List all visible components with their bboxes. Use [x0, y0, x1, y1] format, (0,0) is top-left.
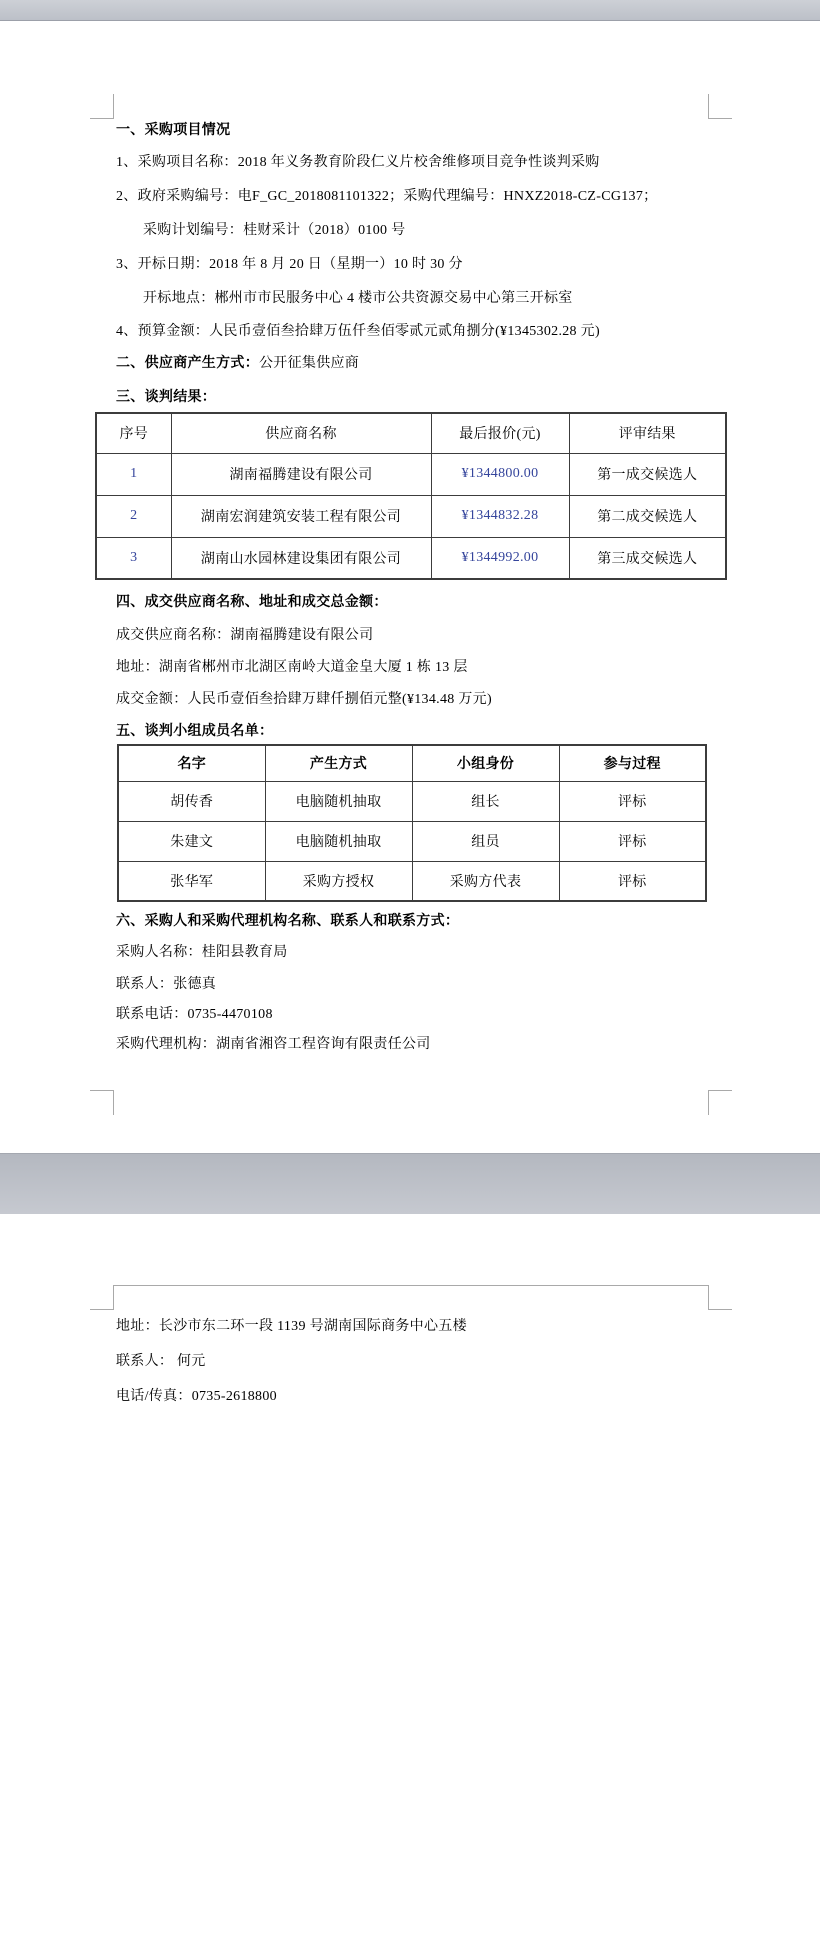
table-header-row — [118, 745, 706, 781]
table-cell-seq: 2 — [96, 495, 171, 537]
crop-mark-p1-top-right — [708, 94, 732, 119]
table-header-cell: 评审结果 — [569, 413, 726, 453]
table-cell-price: ¥1344800.00 — [431, 453, 569, 495]
crop-mark-p1-bottom-right — [708, 1090, 732, 1115]
table-header-cell: 产生方式 — [265, 745, 412, 781]
page2-top-boundary — [113, 1285, 708, 1286]
table-cell-price: ¥1344992.00 — [431, 537, 569, 579]
table-cell-price: ¥1344832.28 — [431, 495, 569, 537]
plan-no-line: 采购计划编号：桂财采计（2018）0100 号 — [143, 223, 406, 238]
section-1-heading: 一、采购项目情况 — [116, 123, 231, 138]
section-5-heading: 五、谈判小组成员名单： — [116, 724, 274, 739]
crop-mark-p2-top-left — [90, 1285, 114, 1310]
table-cell-method: 电脑随机抽取 — [265, 781, 412, 821]
agency-address-line: 地址：长沙市东二环一段 1139 号湖南国际商务中心五楼 — [116, 1319, 467, 1334]
table-cell-method: 电脑随机抽取 — [265, 821, 412, 861]
phone-line: 联系电话：0735-4470108 — [116, 1007, 273, 1022]
section-2-value: 公开征集供应商 — [259, 356, 360, 371]
table-header-cell: 小组身份 — [412, 745, 559, 781]
table-cell-seq: 1 — [96, 453, 171, 495]
table-header-cell: 最后报价(元) — [431, 413, 569, 453]
table-cell-result: 第三成交候选人 — [569, 537, 726, 579]
table-cell-seq: 3 — [96, 537, 171, 579]
table-cell-part: 评标 — [559, 821, 706, 861]
table-cell-method: 采购方授权 — [265, 861, 412, 901]
table-row — [118, 821, 706, 861]
table-cell-name: 胡传香 — [118, 781, 265, 821]
table-cell-supplier: 湖南福腾建设有限公司 — [171, 453, 431, 495]
negotiation-result-table — [95, 412, 727, 580]
viewer-top-bar — [0, 0, 820, 21]
negotiation-panel-table — [117, 744, 707, 902]
table-cell-part: 评标 — [559, 781, 706, 821]
table-cell-name: 张华军 — [118, 861, 265, 901]
pages-separator — [0, 1153, 820, 1215]
table-header-cell: 序号 — [96, 413, 171, 453]
procurement-no-line: 2、政府采购编号：电F_GC_2018081101322；采购代理编号：HNXZ2018-CZ-CG137； — [116, 189, 658, 204]
table-row — [118, 781, 706, 821]
crop-mark-p1-top-left — [90, 94, 114, 119]
table-row — [96, 537, 726, 579]
purchaser-line: 采购人名称：桂阳县教育局 — [116, 945, 288, 960]
table-cell-result: 第二成交候选人 — [569, 495, 726, 537]
section-4-heading: 四、成交供应商名称、地址和成交总金额： — [116, 595, 388, 610]
section-2-heading: 二、供应商产生方式： — [116, 356, 259, 371]
crop-mark-p2-top-right — [708, 1285, 732, 1310]
table-cell-supplier: 湖南山水园林建设集团有限公司 — [171, 537, 431, 579]
table-header-cell: 名字 — [118, 745, 265, 781]
table-cell-role: 组长 — [412, 781, 559, 821]
winner-address-line: 地址：湖南省郴州市北湖区南岭大道金皇大厦 1 栋 13 层 — [116, 660, 468, 675]
agency-line: 采购代理机构：湖南省湘咨工程咨询有限责任公司 — [116, 1037, 431, 1052]
bid-place-line: 开标地点：郴州市市民服务中心 4 楼市公共资源交易中心第三开标室 — [143, 291, 573, 306]
table-row — [96, 495, 726, 537]
crop-mark-p1-bottom-left — [90, 1090, 114, 1115]
table-cell-role: 组员 — [412, 821, 559, 861]
table-row — [96, 453, 726, 495]
project-name-line: 1、采购项目名称：2018 年义务教育阶段仁义片校舍维修项目竞争性谈判采购 — [116, 155, 600, 170]
table-cell-part: 评标 — [559, 861, 706, 901]
deal-amount-line: 成交金额：人民币壹佰叁拾肆万肆仟捌佰元整(¥134.48 万元) — [116, 692, 492, 707]
section-6-heading: 六、采购人和采购代理机构名称、联系人和联系方式： — [116, 914, 460, 929]
table-cell-supplier: 湖南宏润建筑安装工程有限公司 — [171, 495, 431, 537]
winner-name-line: 成交供应商名称：湖南福腾建设有限公司 — [116, 628, 374, 643]
table-header-row — [96, 413, 726, 453]
agency-phone-fax-line: 电话/传真：0735-2618800 — [116, 1389, 277, 1404]
contact-line: 联系人：张德真 — [116, 977, 217, 992]
budget-line: 4、预算金额：人民币壹佰叁拾肆万伍仟叁佰零贰元贰角捌分(¥1345302.28 元) — [116, 324, 600, 339]
table-header-cell: 供应商名称 — [171, 413, 431, 453]
section-3-heading: 三、谈判结果： — [116, 390, 217, 405]
agency-contact-line: 联系人： 何元 — [116, 1354, 206, 1369]
table-header-cell: 参与过程 — [559, 745, 706, 781]
section-2-line — [116, 354, 359, 373]
bid-date-line: 3、开标日期：2018 年 8 月 20 日（星期一）10 时 30 分 — [116, 257, 463, 272]
table-row — [118, 861, 706, 901]
table-cell-name: 朱建文 — [118, 821, 265, 861]
table-cell-result: 第一成交候选人 — [569, 453, 726, 495]
table-cell-role: 采购方代表 — [412, 861, 559, 901]
